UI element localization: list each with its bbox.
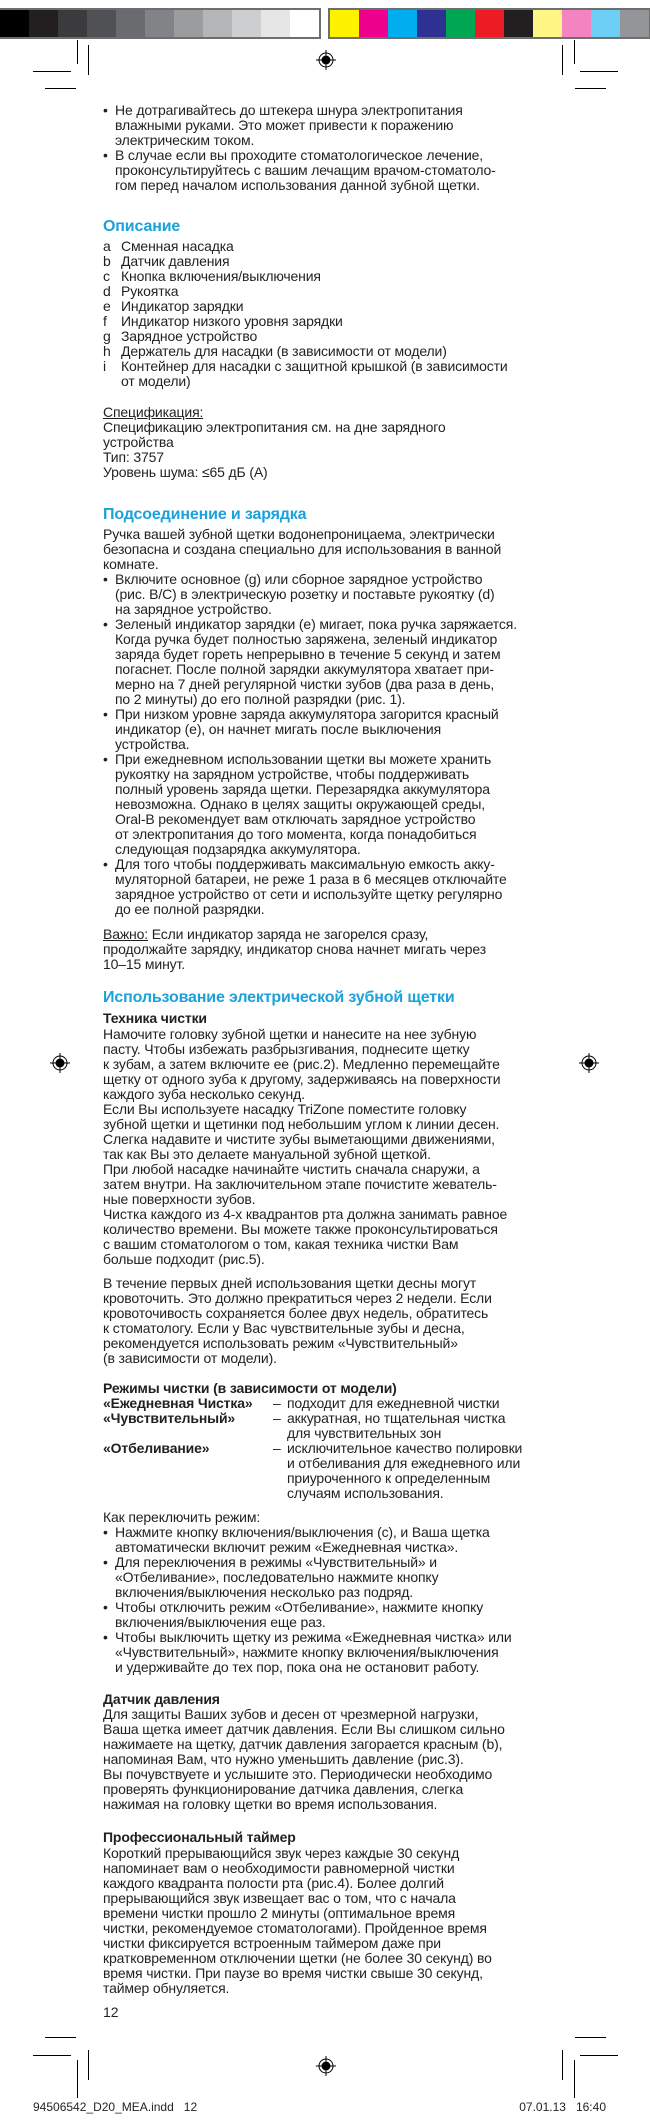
- bullet-item: [103, 148, 563, 193]
- color-swatch: [87, 10, 116, 37]
- bullet-line: устройства.: [115, 736, 190, 752]
- paragraph-line: пасту. Чтобы избежать разбрызгивания, поднесите щетку: [103, 1041, 470, 1057]
- bullet-line: автоматически включит режим «Ежедневная чистка».: [115, 1539, 459, 1555]
- paragraph-label: Важно:: [103, 926, 148, 942]
- bullet-line: «Отбеливание», последовательно нажмите кнопку: [115, 1569, 439, 1585]
- paragraph-line: [103, 927, 563, 942]
- color-swatch: [290, 10, 319, 37]
- mode-dash: –: [273, 1410, 281, 1426]
- part-name: Рукоятка: [121, 283, 179, 299]
- mode-dash: –: [273, 1395, 281, 1411]
- paragraph-line: нажимая на головку щетки во время использования.: [103, 1796, 438, 1812]
- part-letter: b: [103, 253, 111, 269]
- paragraph-line: чистки фиксируется встроенным таймером даже при: [103, 1935, 441, 1951]
- mode-row: [103, 1411, 563, 1441]
- crop-mark: [575, 2037, 606, 2038]
- crop-mark: [574, 2060, 575, 2098]
- paragraph-line: времени чистки прошло 2 минуты (оптимальное время: [103, 1905, 456, 1921]
- section-heading: Использование электрической зубной щетки: [103, 989, 455, 1006]
- color-swatch: [330, 10, 359, 37]
- parts-list-item: [103, 344, 563, 359]
- bullet-line: муляторной батареи, не реже 1 раза в 6 месяцев отключайте: [115, 871, 507, 887]
- registration-mark-icon: [316, 50, 336, 70]
- parts-list-item: [103, 284, 563, 299]
- mode-description-line: для чувствительных зон: [287, 1425, 442, 1441]
- bullet-icon: •: [103, 1524, 108, 1540]
- mode-dash: –: [273, 1440, 281, 1456]
- part-name: Кнопка включения/выключения: [121, 268, 321, 284]
- bullet-line: влажными руками. Это может привести к поражению: [115, 117, 454, 133]
- paragraph-line: зубной щетки и щетинки под небольшим углом к линии десен.: [103, 1116, 500, 1132]
- paragraph-line: к стоматологу. Если у Вас чувствительные зубы и десна,: [103, 1320, 465, 1336]
- bullet-list: [103, 572, 563, 917]
- paragraph: [103, 927, 563, 972]
- color-swatch: [0, 10, 29, 37]
- paragraph-line: рекомендуется использовать режим «Чувствительный»: [103, 1335, 458, 1351]
- part-letter: a: [103, 238, 111, 254]
- paragraph-text: Если индикатор заряда не загорелся сразу,: [148, 926, 429, 942]
- paragraph-line: проверять функционирование датчика давления, слегка: [103, 1781, 464, 1797]
- bullet-line: заряда будет гореть непрерывно в течение 5 секунд и затем: [115, 646, 501, 662]
- bullet-line: Для переключения в режимы «Чувствительный» и: [115, 1554, 437, 1570]
- part-name: Сменная насадка: [121, 238, 234, 254]
- paragraph-line: [103, 405, 563, 420]
- bullet-line: индикатор (e), он начнет мигать после выключения: [115, 721, 442, 737]
- bullet-line: Нажмите кнопку включения/выключения (c), и Ваша щетка: [115, 1524, 490, 1540]
- bullet-item: [103, 617, 563, 707]
- crop-mark: [77, 40, 78, 64]
- paragraph-line: с вашим стоматологом о том, какая техника чистки Вам: [103, 1236, 459, 1252]
- bullet-icon: •: [103, 102, 108, 118]
- subsection-heading: Профессиональный таймер: [103, 1829, 296, 1845]
- paragraph-line: Чистка каждого из 4-х квадрантов рта должна занимать равное: [103, 1206, 508, 1222]
- bullet-item: [103, 572, 563, 617]
- subsection-heading: Техника чистки: [103, 1010, 207, 1026]
- color-swatch: [533, 10, 562, 37]
- parts-list-item: [103, 299, 563, 314]
- crop-mark: [580, 71, 618, 72]
- bullet-item: [103, 1525, 563, 1555]
- parts-list-item: [103, 254, 563, 269]
- parts-list: [103, 239, 563, 389]
- bullet-line: по 2 минуты) до его полной разрядки (рис. 1).: [115, 691, 406, 707]
- paragraph-line: нажимаете на щетку, датчик давления загорается красным (b),: [103, 1736, 503, 1752]
- paragraph-line: Слегка надавите и чистите зубы выметающими движениями,: [103, 1131, 495, 1147]
- paragraph: [103, 405, 563, 480]
- paragraph-line: щетку от одного зуба к другому, задерживаясь на поверхности: [103, 1071, 501, 1087]
- paragraph-line: так как Вы это делаете мануальной зубной щеткой.: [103, 1146, 431, 1162]
- bullet-line: В случае если вы проходите стоматологическое лечение,: [115, 147, 484, 163]
- crop-mark: [562, 2050, 563, 2080]
- paragraph-line: к зубам, а затем включите ее (рис.2). Медленно перемещайте: [103, 1056, 500, 1072]
- paragraph-line: Для защиты Ваших зубов и десен от чрезмерной нагрузки,: [103, 1706, 479, 1722]
- color-swatch: [591, 10, 620, 37]
- bullet-icon: •: [103, 751, 108, 767]
- paragraph-line: Ваша щетка имеет датчик давления. Если Вы слишком сильно: [103, 1721, 505, 1737]
- part-name: Контейнер для насадки с защитной крышкой (в зависимости: [121, 358, 508, 374]
- mode-description: [287, 1441, 563, 1501]
- crop-mark: [33, 2055, 71, 2056]
- part-letter: d: [103, 283, 111, 299]
- paragraph: [103, 1027, 563, 1267]
- crop-mark: [45, 88, 76, 89]
- bullet-line: Когда ручка будет полностью заряжена, зеленый индикатор: [115, 631, 498, 647]
- bullet-item: [103, 103, 563, 148]
- bullet-line: зарядное устройство от сети и используйте щетку регулярно: [115, 886, 503, 902]
- bullet-line: Не дотрагивайтесь до штекера шнура электропитания: [115, 102, 463, 118]
- color-swatch: [203, 10, 232, 37]
- bullet-line: рукоятку на зарядном устройстве, чтобы поддерживать: [115, 766, 470, 782]
- bullet-line: погаснет. После полной зарядки аккумулятора хватает при-: [115, 661, 494, 677]
- bullet-line: до ее полной разрядки.: [115, 901, 265, 917]
- bullet-line: включения/выключения несколько раз подряд.: [115, 1584, 414, 1600]
- color-swatch: [174, 10, 203, 37]
- bullet-icon: •: [103, 571, 108, 587]
- paragraph-line: Вы почувствуете и услышите это. Периодически необходимо: [103, 1766, 493, 1782]
- mode-description-line: подходит для ежедневной чистки: [287, 1395, 500, 1411]
- bullet-line: и удерживайте до тех пор, пока она не остановит работу.: [115, 1659, 480, 1675]
- crop-mark: [580, 2055, 618, 2056]
- mode-description-line: и отбеливания для ежедневного или: [287, 1455, 521, 1471]
- bullet-icon: •: [103, 616, 108, 632]
- paragraph-line: Если Вы используете насадку TriZone поместите головку: [103, 1101, 467, 1117]
- paragraph-line: кровоточить. Это должно прекратиться через 2 недели. Если: [103, 1290, 492, 1306]
- paragraph-label: Спецификация:: [103, 404, 204, 420]
- paragraph-line: чистки, рекомендуемое стоматологами). Пройденное время: [103, 1920, 487, 1936]
- bullet-item: [103, 1630, 563, 1675]
- part-letter: h: [103, 343, 111, 359]
- crop-mark: [33, 71, 71, 72]
- page-number: 12: [103, 2004, 119, 2020]
- bullet-line: Чтобы выключить щетку из режима «Ежедневная чистка» или: [115, 1629, 512, 1645]
- paragraph: [103, 1276, 563, 1366]
- bullet-line: невозможна. Однако в целях защиты окружающей среды,: [115, 796, 485, 812]
- bullet-line: полный уровень заряда щетки. Перезарядка аккумулятора: [115, 781, 490, 797]
- crop-mark: [575, 88, 606, 89]
- paragraph-line: устройства: [103, 434, 174, 450]
- mode-row: [103, 1396, 563, 1411]
- footer-file-name: 94506542_D20_MEA.indd 12: [33, 2100, 198, 2114]
- paragraph: [103, 1510, 563, 1525]
- color-swatch: [417, 10, 446, 37]
- paragraph-line: При любой насадке начинайте чистить сначала снаружи, а: [103, 1161, 480, 1177]
- paragraph-line: затем внутри. На заключительном этапе почистите жеватель-: [103, 1176, 497, 1192]
- section-heading: Описание: [103, 218, 181, 235]
- subsection-heading: Режимы чистки (в зависимости от модели): [103, 1380, 397, 1396]
- paragraph-line: ные поверхности зубов.: [103, 1191, 256, 1207]
- part-name: Индикатор низкого уровня зарядки: [121, 313, 343, 329]
- part-letter: e: [103, 298, 111, 314]
- paragraph-line: прерывающийся звук извещает вас о том, что с начала: [103, 1890, 456, 1906]
- bullet-line: от электропитания до того момента, когда понадобиться: [115, 826, 477, 842]
- bullet-icon: •: [103, 147, 108, 163]
- paragraph-line: 10–15 минут.: [103, 956, 185, 972]
- bullet-list: [103, 1525, 563, 1675]
- crop-mark: [77, 2060, 78, 2098]
- mode-description: [287, 1411, 563, 1441]
- bullet-line: мерно на 7 дней регулярной чистки зубов (два раза в день,: [115, 676, 495, 692]
- part-letter: i: [103, 358, 106, 374]
- paragraph-line: количество времени. Вы можете также проконсультироваться: [103, 1221, 498, 1237]
- paragraph-line: Короткий прерывающийся звук через каждые 30 секунд: [103, 1845, 460, 1861]
- paragraph-line: напоминает вам о необходимости равномерной чистки: [103, 1860, 455, 1876]
- mode-description-line: приуроченного к определенным: [287, 1470, 491, 1486]
- color-swatch: [261, 10, 290, 37]
- paragraph-line: каждого зуба несколько секунд.: [103, 1086, 305, 1102]
- bullet-icon: •: [103, 856, 108, 872]
- parts-list-item: [103, 359, 563, 389]
- bullet-line: Зеленый индикатор зарядки (e) мигает, пока ручка заряжается.: [115, 616, 517, 632]
- paragraph-line: каждого квадранта полости рта (рис.4). Более долгий: [103, 1875, 444, 1891]
- part-letter: g: [103, 328, 111, 344]
- section-heading: Подсоединение и зарядка: [103, 506, 307, 523]
- paragraph: [103, 527, 563, 572]
- bullet-list: [103, 103, 563, 193]
- mode-name: «Отбеливание»: [103, 1440, 210, 1456]
- part-name: Зарядное устройство: [121, 328, 258, 344]
- mode-description-line: исключительное качество полировки: [287, 1440, 523, 1456]
- bullet-line: (рис. B/C) в электрическую розетку и поставьте рукоятку (d): [115, 586, 495, 602]
- paragraph-line: таймер обнуляется.: [103, 1980, 230, 1996]
- crop-mark: [88, 2050, 89, 2080]
- color-swatch: [475, 10, 504, 37]
- bullet-line: Oral-B рекомендует вам отключать зарядное устройство: [115, 811, 476, 827]
- color-swatch: [29, 10, 58, 37]
- bullet-line: на зарядное устройство.: [115, 601, 272, 617]
- bullet-item: [103, 707, 563, 752]
- paragraph-line: кратковременном отключении щетки (не более 30 секунд) во: [103, 1950, 492, 1966]
- part-name: от модели): [121, 373, 191, 389]
- parts-list-item: [103, 269, 563, 284]
- color-swatch: [388, 10, 417, 37]
- mode-name: «Ежедневная Чистка»: [103, 1395, 253, 1411]
- bullet-item: [103, 1600, 563, 1630]
- parts-list-item: [103, 239, 563, 254]
- paragraph-line: комнате.: [103, 556, 159, 572]
- crop-mark: [562, 45, 563, 75]
- bullet-item: [103, 752, 563, 857]
- paragraph-line: Намочите головку зубной щетки и нанесите на нее зубную: [103, 1026, 477, 1042]
- paragraph-line: Тип: 3757: [103, 449, 164, 465]
- color-swatch: [58, 10, 87, 37]
- bullet-line: При ежедневном использовании щетки вы можете хранить: [115, 751, 492, 767]
- registration-mark-icon: [316, 2056, 336, 2076]
- paragraph-line: В течение первых дней использования щетки десны могут: [103, 1275, 477, 1291]
- bullet-line: включения/выключения еще раз.: [115, 1614, 326, 1630]
- bullet-line: электрическим током.: [115, 132, 255, 148]
- bullet-icon: •: [103, 1554, 108, 1570]
- bullet-item: [103, 1555, 563, 1600]
- paragraph-line: больше подходит (рис.5).: [103, 1251, 265, 1267]
- mode-name: «Чувствительный»: [103, 1410, 236, 1426]
- bullet-line: гом перед началом использования данной зубной щетки.: [115, 177, 480, 193]
- color-swatch: [359, 10, 388, 37]
- crop-mark: [574, 40, 575, 64]
- mode-description-line: аккуратная, но тщательная чистка: [287, 1410, 506, 1426]
- paragraph-line: время чистки. При паузе во время чистки свыше 30 секунд,: [103, 1965, 483, 1981]
- paragraph: [103, 1707, 563, 1812]
- bullet-item: [103, 857, 563, 917]
- bullet-line: «Чувствительный», нажмите кнопку включения/выключения: [115, 1644, 499, 1660]
- color-swatch: [562, 10, 591, 37]
- bullet-icon: •: [103, 1599, 108, 1615]
- color-swatch: [116, 10, 145, 37]
- bullet-line: Для того чтобы поддерживать максимальную емкость акку-: [115, 856, 495, 872]
- crop-mark: [88, 45, 89, 75]
- paragraph-line: безопасна и создана специально для использования в ванной: [103, 541, 502, 557]
- cleaning-modes-table: [103, 1396, 563, 1501]
- mode-row: [103, 1441, 563, 1501]
- paragraph-line: (в зависимости от модели).: [103, 1350, 277, 1366]
- part-letter: c: [103, 268, 110, 284]
- part-letter: f: [103, 313, 107, 329]
- crop-mark: [45, 2037, 76, 2038]
- grayscale-color-bar: [0, 8, 321, 39]
- paragraph-line: Уровень шума: ≤65 дБ (A): [103, 464, 268, 480]
- part-name: Датчик давления: [121, 253, 230, 269]
- subsection-heading: Датчик давления: [103, 1691, 220, 1707]
- part-name: Держатель для насадки (в зависимости от модели): [121, 343, 447, 359]
- paragraph: [103, 1846, 563, 1996]
- footer-datetime: 07.01.13 16:40: [519, 2100, 606, 2114]
- paragraph-line: кровоточивость сохраняется более двух недель, обратитесь: [103, 1305, 489, 1321]
- mode-description-line: случаям использования.: [287, 1485, 444, 1501]
- registration-mark-icon: [50, 1053, 70, 1073]
- color-swatch: [232, 10, 261, 37]
- cmyk-color-bar: [328, 8, 650, 39]
- bullet-icon: •: [103, 1629, 108, 1645]
- mode-description: [287, 1396, 563, 1411]
- bullet-line: следующая подзарядка аккумулятора.: [115, 841, 361, 857]
- bullet-line: проконсультируйтесь с вашим лечащим врачом-стоматоло-: [115, 162, 496, 178]
- registration-mark-icon: [579, 1053, 599, 1073]
- bullet-line: Чтобы отключить режим «Отбеливание», нажмите кнопку: [115, 1599, 484, 1615]
- paragraph-line: продолжайте зарядку, индикатор снова начнет мигать через: [103, 941, 486, 957]
- color-swatch: [446, 10, 475, 37]
- color-swatch: [145, 10, 174, 37]
- parts-list-item: [103, 329, 563, 344]
- paragraph-line: Спецификацию электропитания см. на дне зарядного: [103, 419, 446, 435]
- paragraph-line: Как переключить режим:: [103, 1509, 261, 1525]
- color-swatch: [620, 10, 649, 37]
- parts-list-item: [103, 314, 563, 329]
- bullet-icon: •: [103, 706, 108, 722]
- color-swatch: [504, 10, 533, 37]
- bullet-line: При низком уровне заряда аккумулятора загорится красный: [115, 706, 499, 722]
- bullet-line: Включите основное (g) или сборное зарядное устройство: [115, 571, 483, 587]
- part-name: Индикатор зарядки: [121, 298, 244, 314]
- paragraph-line: Ручка вашей зубной щетки водонепроницаема, электрически: [103, 526, 495, 542]
- paragraph-line: напоминая Вам, что нужно уменьшить давление (рис.3).: [103, 1751, 464, 1767]
